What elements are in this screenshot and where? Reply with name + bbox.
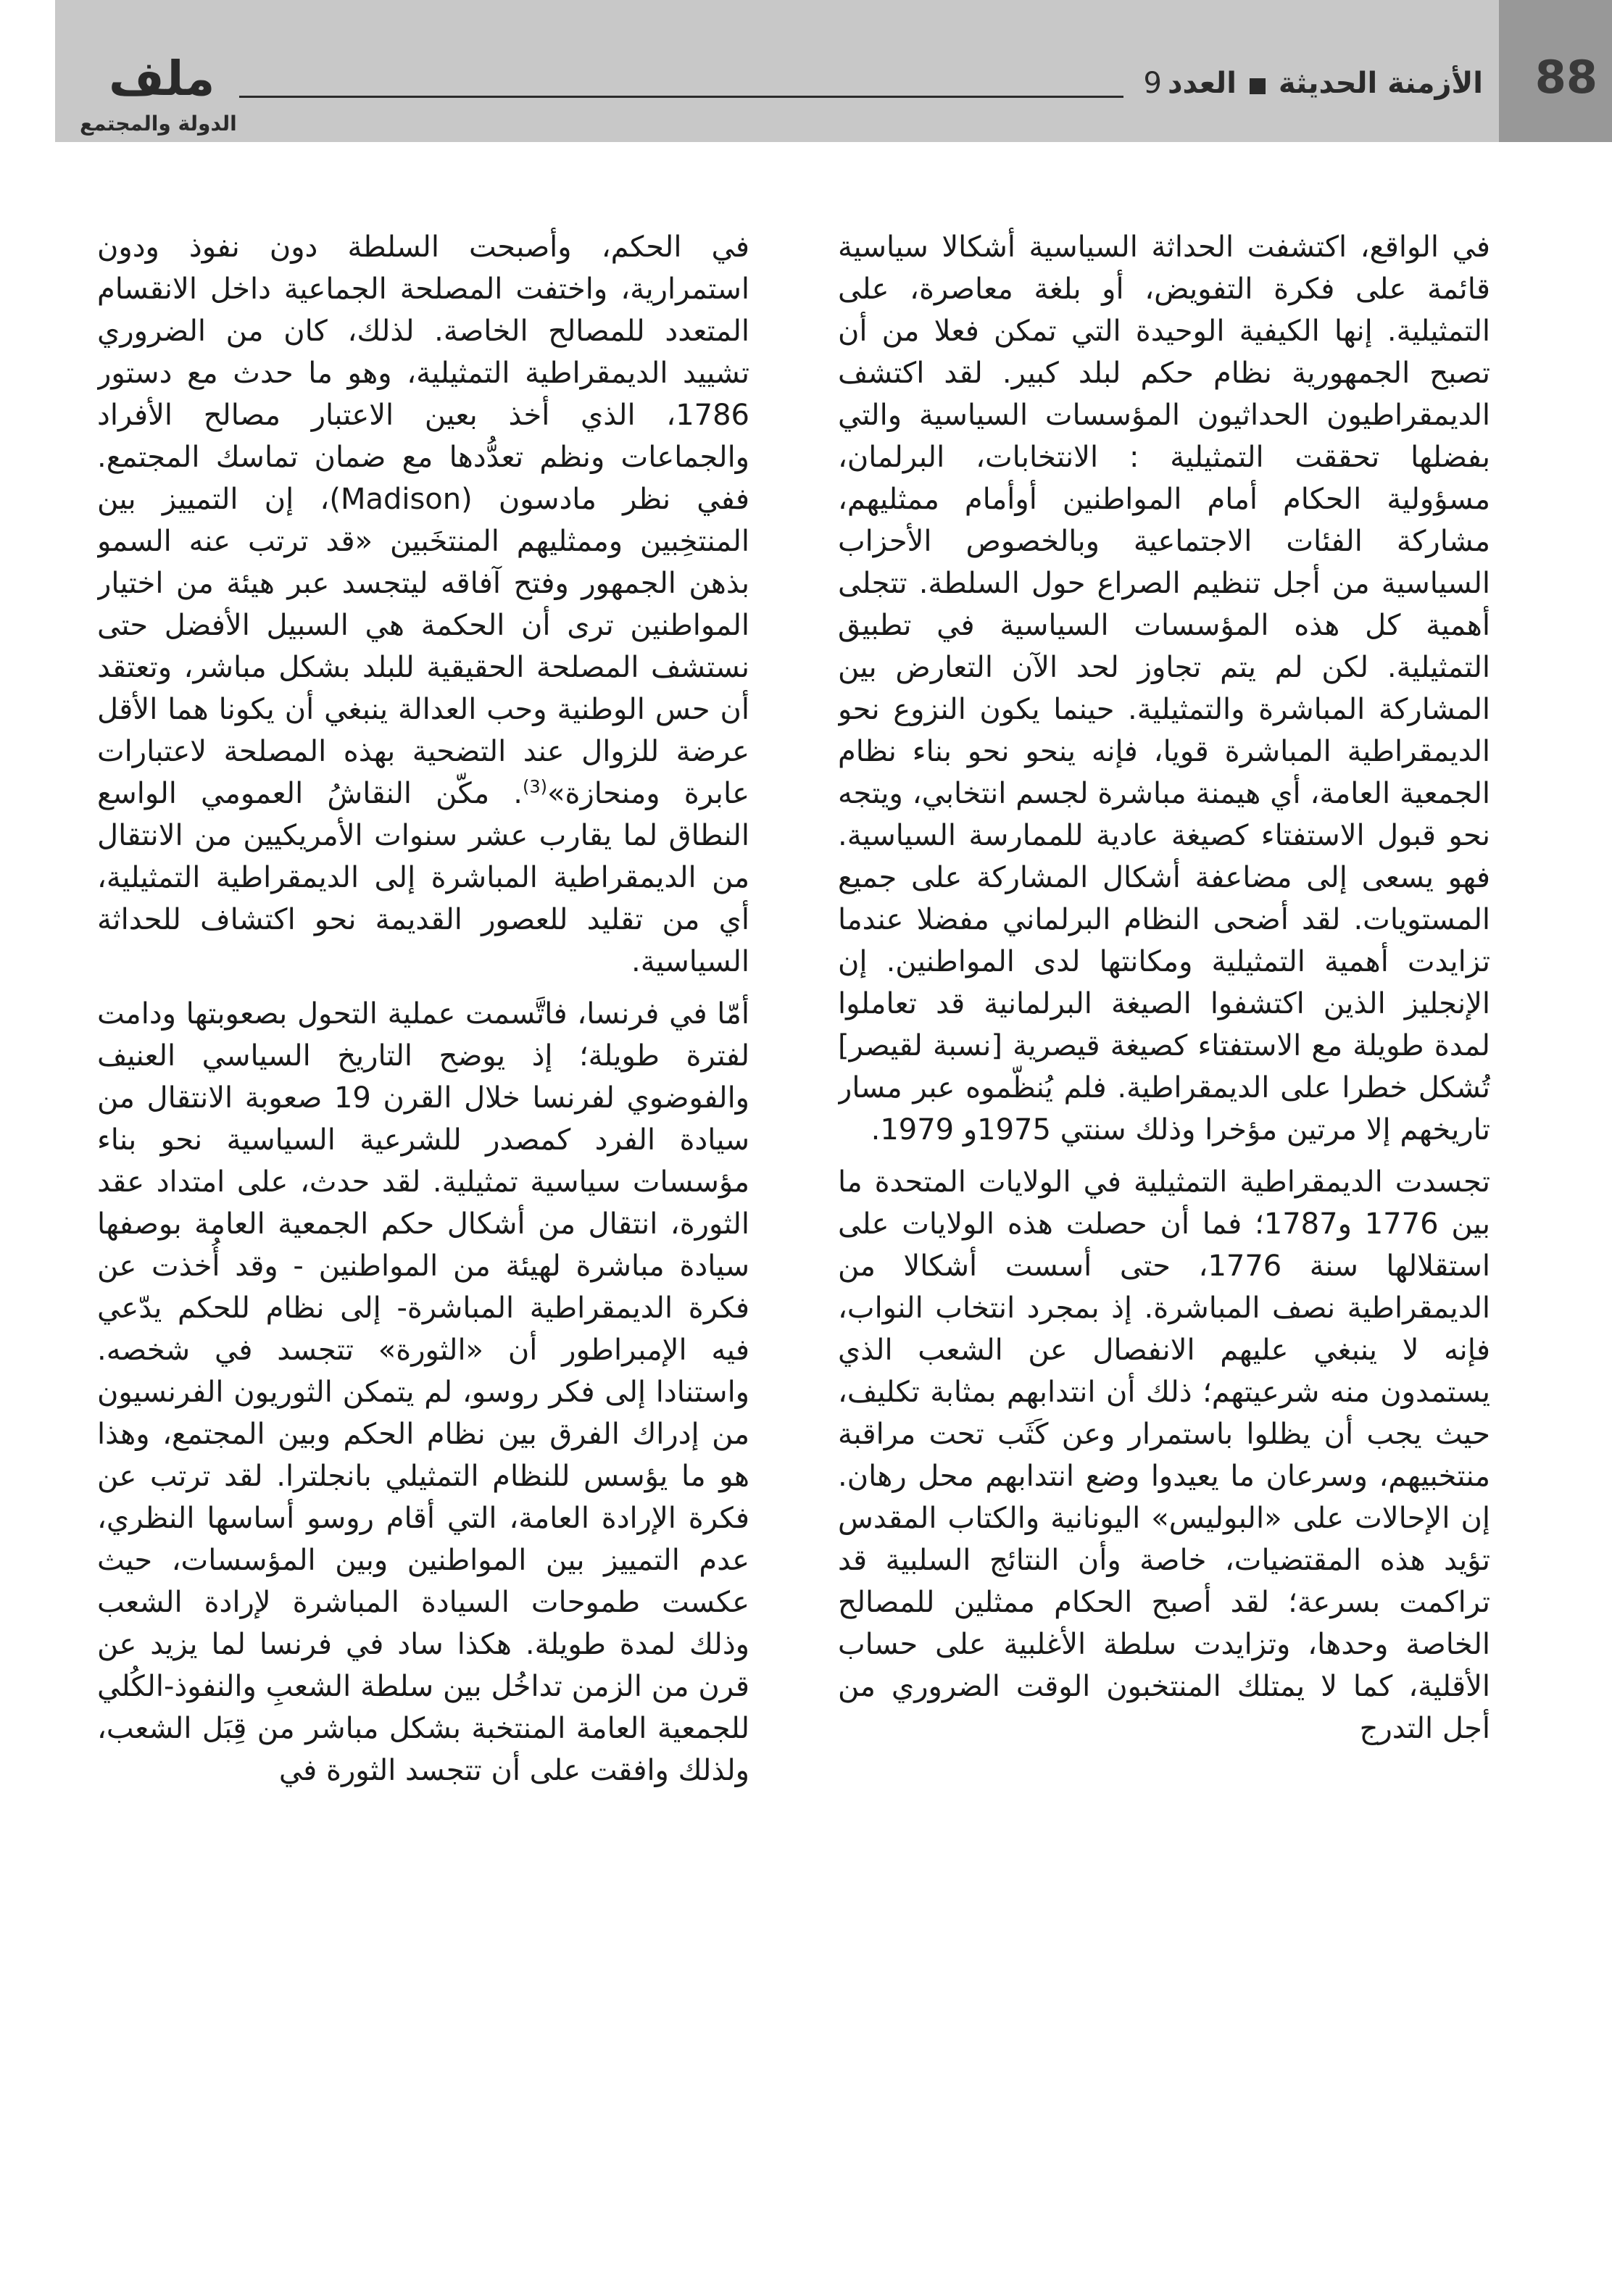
square-bullet-icon: [1250, 78, 1266, 94]
paragraph: أمّا في فرنسا، فاتَّسمت عملية التحول بصعوبتها ودامت لفترة طويلة؛ إذ يوضح التاريخ السياسي العنيف والفوضوي لفرنسا خلال القرن 19 صعوبة الانتقال من سيادة الفرد كمصدر للشرعية السياسية نحو بناء مؤسسات سياسية تمثيلية. لقد حدث، على امتداد عقد الثورة، انتقال من أشكال حكم الجمعية العامة بوصفها سيادة مباشرة لهيئة من المواطنين - وقد أُخذت عن فكرة الديمقراطية المباشرة- إلى نظام للحكم يدّعي فيه الإمبراطور أن «الثورة» تتجسد في شخصه. واستنادا إلى فكر روسو، لم يتمكن الثوريون الفرنسيون من إدراك الفرق بين نظام الحكم وبين المجتمع، وهذا هو ما يؤسس للنظام التمثيلي بانجلترا. لقد ترتب عن فكرة الإرادة العامة، التي أقام روسو أساسها النظري، عدم التمييز بين المواطنين وبين المؤسسات، حيث عكست طموحات السيادة المباشرة لإرادة الشعب وذلك لمدة طويلة. هكذا ساد في فرنسا لما يزيد عن قرن من الزمن تداخُل بين سلطة الشعبِ والنفوذ-الكُلي للجمعية العامة المنتخبة بشكل مباشر من قِبَل الشعب، ولذلك وافقت على أن تتجسد الثورة في: [97, 997, 749, 1787]
paragraph: تجسدت الديمقراطية التمثيلية في الولايات المتحدة ما بين 1776 و1787؛ فما أن حصلت هذه الولايات على استقلالها سنة 1776، حتى أسست أشكالا من الديمقراطية نصف المباشرة. إذ بمجرد انتخاب النواب، فإنه لا ينبغي عليهم الانفصال عن الشعب الذي يستمدون منه شرعيتهم؛ ذلك أن انتدابهم بمثابة تكليف، حيث يجب أن يظلوا باستمرار وعن كَثَب تحت مراقبة منتخبيهم، وسرعان ما يعيدوا وضع انتدابهم محل رهان. إن الإحالات على «البوليس» اليونانية والكتاب المقدس تؤيد هذه المقتضيات، خاصة وأن النتائج السلبية قد تراكمت بسرعة؛ لقد أصبح الحكام ممثلين للمصالح الخاصة وحدها، وتزايدت سلطة الأغلبية على حساب الأقلية، كما لا يمتلك المنتخبون الوقت الضروري من أجل التدرج: [838, 1165, 1490, 1745]
header-rule: [239, 96, 1123, 98]
paragraph-text: . مكّن النقاشُ العمومي الواسع النطاق لما يقارب عشر سنوات الأمريكيين من الانتقال من الديمقراطية المباشرة إلى الديمقراطية التمثيلية، أي من تقليد للعصور القديمة نحو اكتشاف للحداثة السياسية.: [97, 777, 749, 978]
issue-number: 9: [1143, 67, 1162, 100]
issue-label: العدد: [1167, 67, 1237, 100]
article-column-left: [97, 226, 749, 2197]
article-column-right: [838, 226, 1490, 2197]
paragraph: في الواقع، اكتشفت الحداثة السياسية أشكالا سياسية قائمة على فكرة التفويض، أو بلغة معاصرة، على التمثيلية. إنها الكيفية الوحيدة التي تمكن فعلا من أن تصبح الجمهورية نظام حكم لبلد كبير. لقد اكتشف الديمقراطيون الحداثيون المؤسسات السياسية والتي بفضلها تحققت التمثيلية : الانتخابات، البرلمان، مسؤولية الحكام أمام المواطنين أوأمام ممثليهم، مشاركة الفئات الاجتماعية وبالخصوص الأحزاب السياسية من أجل تنظيم الصراع حول السلطة. تتجلى أهمية كل هذه المؤسسات السياسية في تطبيق التمثيلية. لكن لم يتم تجاوز لحد الآن التعارض بين المشاركة المباشرة والتمثيلية. حينما يكون النزوع نحو الديمقراطية المباشرة قويا، فإنه ينحو نحو بناء نظام الجمعية العامة، أي هيمنة مباشرة لجسم انتخابي، ويتجه نحو قبول الاستفتاء كصيغة عادية للممارسة السياسية. فهو يسعى إلى مضاعفة أشكال المشاركة على جميع المستويات. لقد أضحى النظام البرلماني مفضلا عندما تزايدت أهمية التمثيلية ومكانتها لدى المواطنين. إن الإنجليز الذين اكتشفوا الصيغة البرلمانية قد تعاملوا لمدة طويلة مع الاستفتاء كصيغة قيصرية [نسبة لقيصر] تُشكل خطرا على الديمقراطية. فلم يُنظّموه عبر مسار تاريخهم إلا مرتين مؤخرا وذلك سنتي 1975و 1979.: [838, 230, 1490, 1147]
page-number: 88: [1534, 51, 1598, 104]
section-title: ملف: [109, 51, 215, 107]
paragraph-text: في الحكم، وأصبحت السلطة دون نفوذ ودون استمرارية، واختفت المصلحة الجماعية داخل الانقسام المتعدد للمصالح الخاصة. لذلك، كان من الضروري تشييد الديمقراطية التمثيلية، وهو ما حدث مع دستور 1786، الذي أخذ بعين الاعتبار مصالح الأفراد والجماعات ونظم تعدُّدها مع ضمان تماسك المجتمع. ففي نظر مادسون (Madison)، إن التمييز بين المنتخِبين وممثليهم المنتخَبين «قد ترتب عنه السمو بذهن الجمهور وفتح آفاقه ليتجسد عبر هيئة من اختيار المواطنين ترى أن الحكمة هي السبيل الأفضل حتى نستشف المصلحة الحقيقية للبلد بشكل مباشر، وتعتقد أن حس الوطنية وحب العدالة ينبغي أن يكونا هما الأقل عرضة للزوال عند التضحية بهذه المصلحة لاعتبارات عابرة ومنحازة»: [97, 230, 749, 810]
paragraph: [97, 226, 749, 983]
running-head: [1144, 67, 1483, 100]
section-subtitle: الدولة والمجتمع: [80, 112, 237, 136]
footnote-reference: (3): [523, 776, 548, 797]
journal-name: الأزمنة الحديثة: [1278, 67, 1483, 100]
